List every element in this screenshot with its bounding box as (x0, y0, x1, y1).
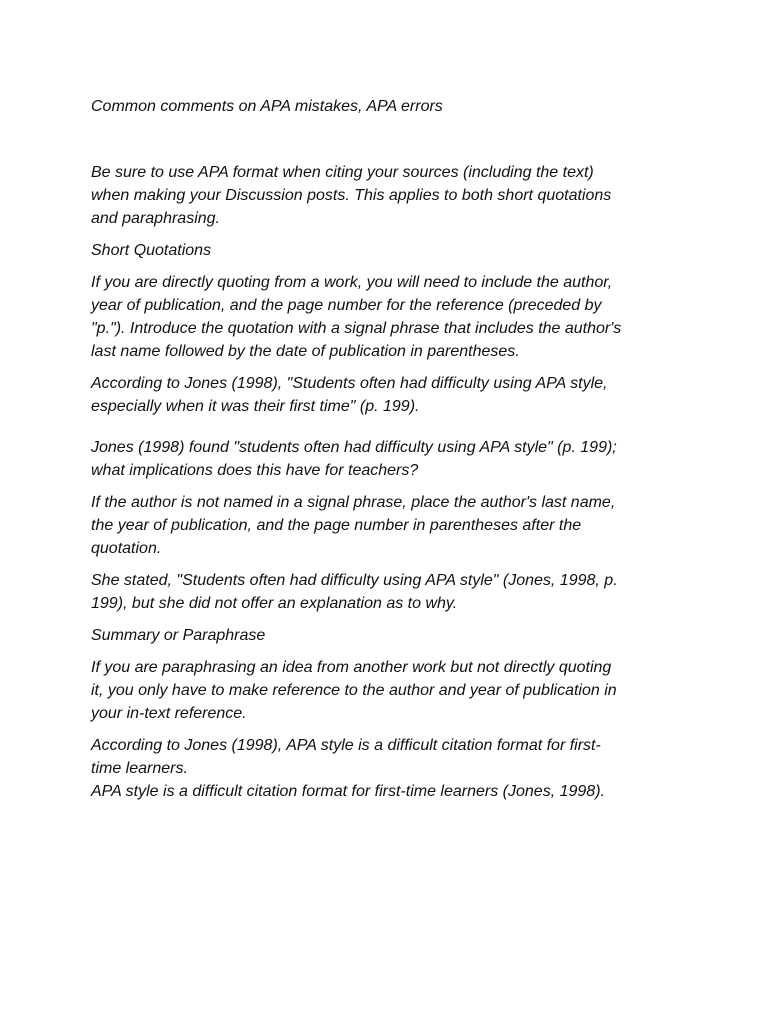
example-quote-2: Jones (1998) found "students often had difficulty using APA style" (p. 199); what implications does this have for teachers? (91, 439, 617, 479)
intro-paragraph: Be sure to use APA format when citing your sources (including the text) when making your Discussion posts. This applies to both short quotations and paraphrasing. (91, 164, 612, 227)
author-not-named-paragraph: If the author is not named in a signal phrase, place the author's last name, the year of publication, and the page number in parentheses after the quotation. (91, 494, 616, 557)
example-paraphrase-2: APA style is a difficult citation format for first-time learners (Jones, 1998). (91, 783, 605, 800)
example-quote-1: According to Jones (1998), "Students often had difficulty using APA style, especially when it was their first time" (p. 199). (91, 375, 608, 415)
heading-summary-paraphrase: Summary or Paraphrase (91, 627, 266, 644)
document-page (91, 95, 691, 803)
document-title: Common comments on APA mistakes, APA errors (91, 98, 443, 115)
paraphrase-paragraph: If you are paraphrasing an idea from another work but not directly quoting it, you only have to make reference to the author and year of publication in your in-text reference. (91, 659, 617, 722)
heading-short-quotations: Short Quotations (91, 242, 212, 259)
example-quote-3: She stated, "Students often had difficulty using APA style" (Jones, 1998, p. 199), but she did not offer an explanation as to why. (91, 572, 618, 612)
direct-quote-paragraph: If you are directly quoting from a work, you will need to include the author, year of publication, and the page number for the reference (preceded by "p."). Introduce the quotation with a signal phrase that includes the author's last name followed by the date of publication in parentheses. (91, 274, 622, 360)
example-paraphrase-1: According to Jones (1998), APA style is a difficult citation format for first- time learners. (91, 737, 601, 777)
